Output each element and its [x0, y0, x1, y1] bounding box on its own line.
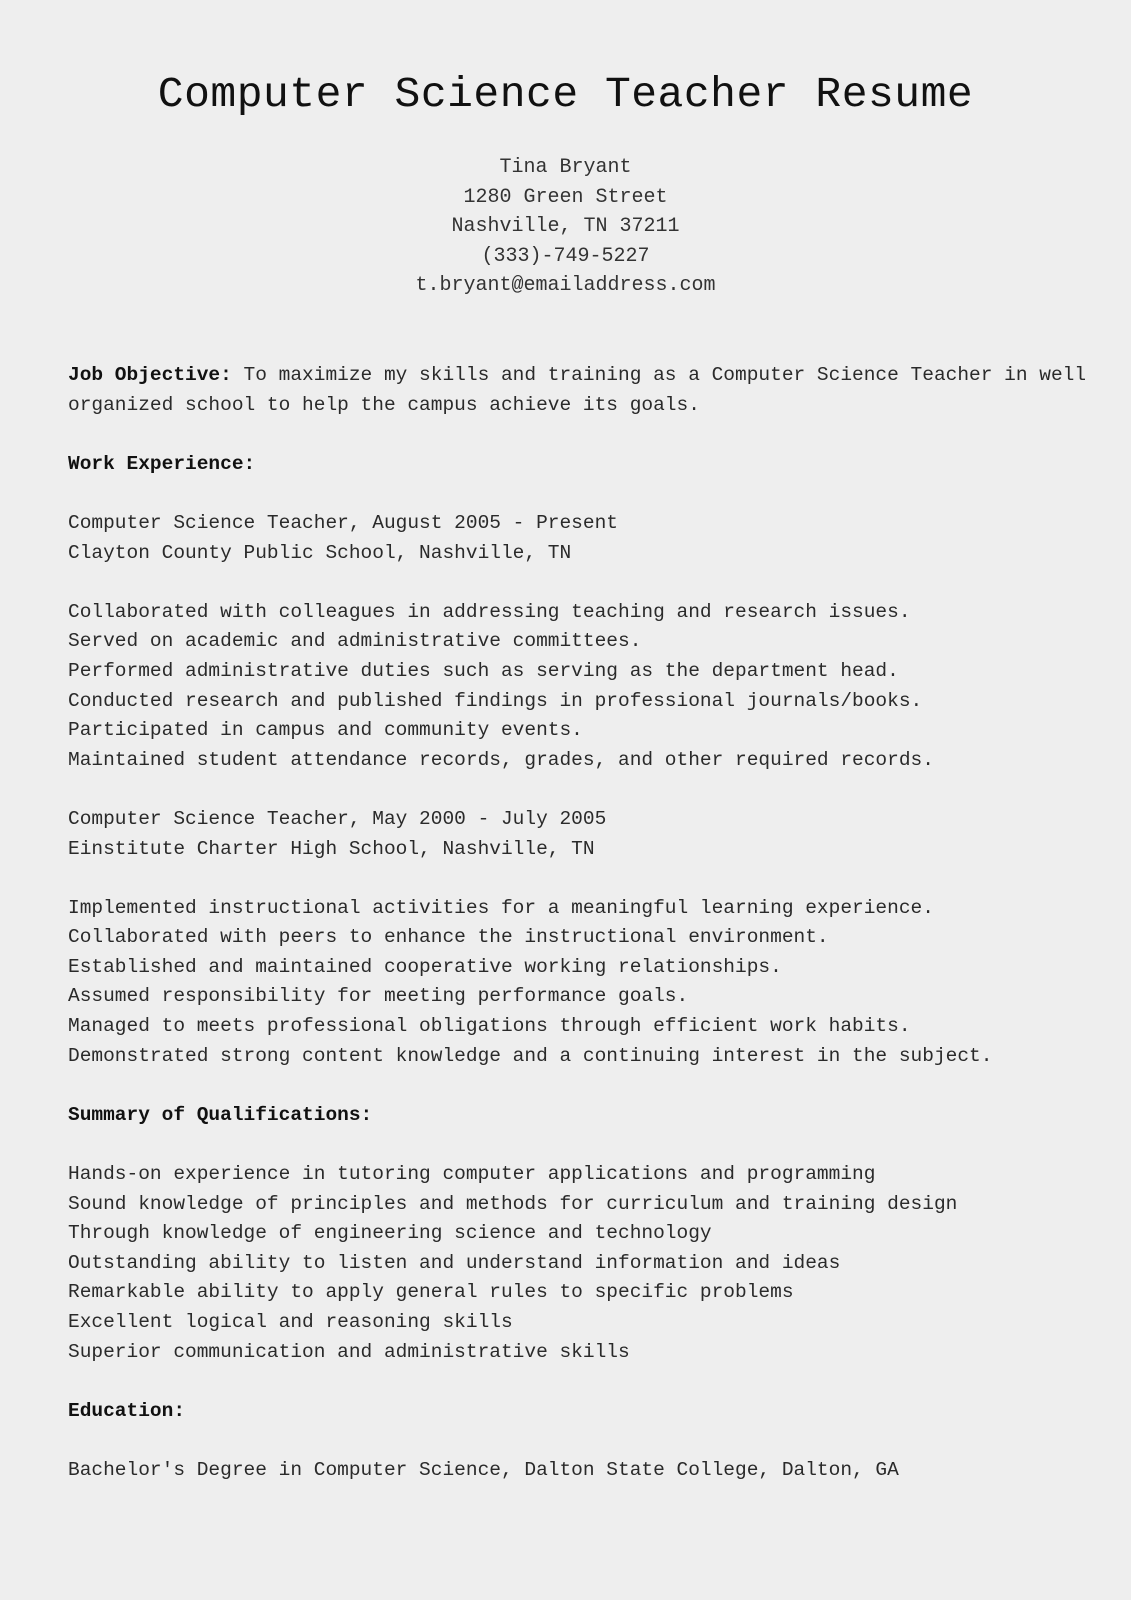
job-2-org: Einstitute Charter High School, Nashville, TN — [68, 837, 595, 860]
qualification-item: Hands-on experience in tutoring computer applications and programming — [68, 1163, 876, 1186]
job-2-duty: Demonstrated strong content knowledge and a continuing interest in the subject. — [68, 1044, 993, 1067]
job-1-duty: Conducted research and published findings in professional journals/books. — [68, 689, 923, 712]
job-1-duty: Participated in campus and community events. — [68, 719, 583, 742]
contact-city: Nashville, TN 37211 — [451, 215, 680, 238]
objective-label: Job Objective: — [68, 364, 232, 386]
objective-line-2: organized school to help the campus achieve its goals. — [68, 393, 700, 416]
job-2-title: Computer Science Teacher, May 2000 - July 2005 — [68, 807, 607, 830]
job-2-duty: Established and maintained cooperative working relationships. — [68, 955, 782, 978]
job-1-duty: Collaborated with colleagues in addressing teaching and research issues. — [68, 600, 911, 623]
job-1-duty: Performed administrative duties such as serving as the department head. — [68, 659, 899, 682]
job-2-duty: Collaborated with peers to enhance the instructional environment. — [68, 926, 829, 949]
contact-email: t.bryant@emailaddress.com — [415, 274, 716, 297]
education-line: Bachelor's Degree in Computer Science, Dalton State College, Dalton, GA — [68, 1458, 899, 1481]
contact-block — [0, 153, 1131, 301]
contact-phone: (333)-749-5227 — [481, 244, 650, 268]
job-2-duty: Assumed responsibility for meeting performance goals. — [68, 985, 689, 1008]
job-1-title: Computer Science Teacher, August 2005 - Present — [68, 511, 618, 534]
contact-name: Tina Bryant — [499, 156, 632, 179]
job-2-duty: Implemented instructional activities for a meaningful learning experience. — [68, 896, 934, 919]
job-1-org: Clayton County Public School, Nashville, TN — [68, 541, 572, 564]
objective-line-1 — [68, 361, 1087, 391]
qualification-item: Superior communication and administrative skills — [68, 1340, 630, 1363]
resume-body — [68, 361, 1087, 1486]
job-1-duty: Served on academic and administrative committees. — [68, 630, 642, 653]
qualification-item: Remarkable ability to apply general rules to specific problems — [68, 1281, 794, 1304]
resume-title: Computer Science Teacher Resume — [157, 70, 974, 119]
objective-text-1: To maximize my skills and training as a Computer Science Teacher in well — [231, 364, 1087, 386]
qualification-item: Through knowledge of engineering science and technology — [68, 1222, 712, 1245]
qualification-item: Sound knowledge of principles and methods for curriculum and training design — [68, 1192, 958, 1215]
contact-street: 1280 Green Street — [463, 185, 668, 209]
qualification-item: Excellent logical and reasoning skills — [68, 1311, 513, 1333]
qualifications-heading: Summary of Qualifications: — [68, 1103, 373, 1126]
qualification-item: Outstanding ability to listen and understand information and ideas — [68, 1251, 841, 1274]
job-2-duty: Managed to meets professional obligations through efficient work habits. — [68, 1015, 911, 1038]
job-1-duty: Maintained student attendance records, grades, and other required records. — [68, 748, 934, 771]
education-heading: Education: — [68, 1399, 186, 1422]
work-experience-heading: Work Experience: — [68, 452, 256, 475]
